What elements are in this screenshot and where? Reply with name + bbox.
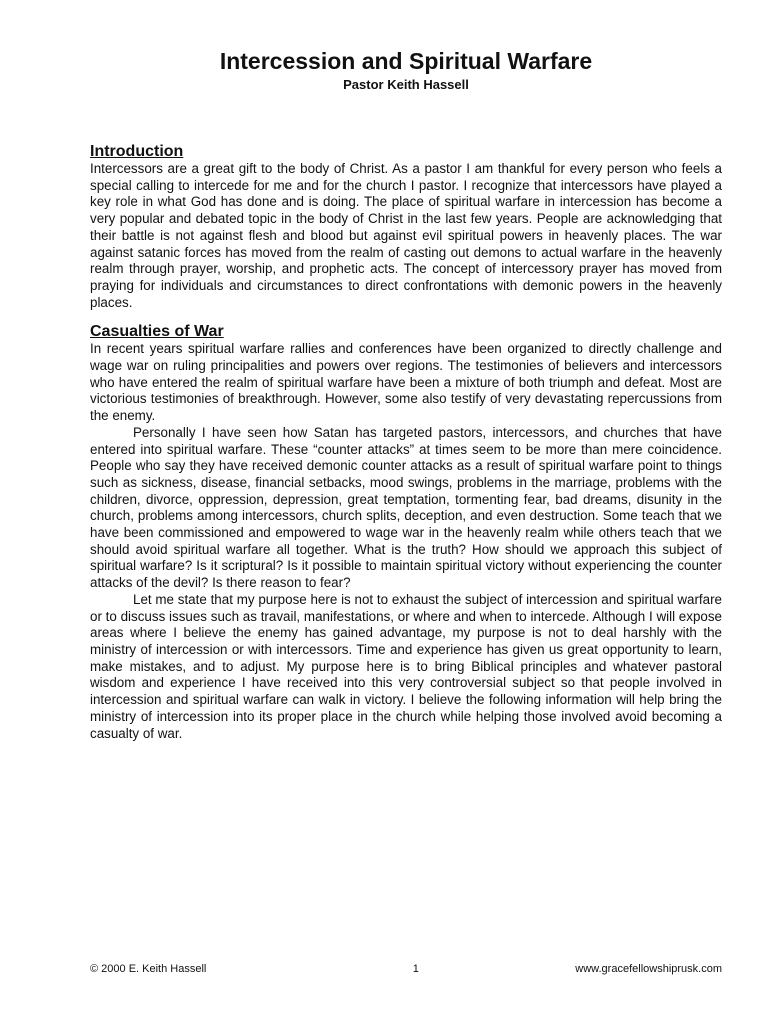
footer-website: www.gracefellowshiprusk.com <box>575 963 722 975</box>
document-page <box>90 46 722 742</box>
introduction-paragraph: Intercessors are a great gift to the body of Christ. As a pastor I am thankful for every person who feels a special calling to intercede for me and for the church I pastor. I recognize that intercessors have played a key role in what God has done and is doing. The place of spiritual warfare in intercession has become a very popular and debated topic in the body of Christ in the last few years. People are acknowledging that their battle is not against flesh and blood but against evil spiritual powers in heavenly places. The war against satanic forces has moved from the realm of casting out demons to actual warfare in the heavenly realm through prayer, worship, and prophetic acts. The concept of intercessory prayer has moved from praying for individuals and circumstances to direct confrontations with demonic powers in the heavenly places. <box>90 161 722 310</box>
document-title: Intercession and Spiritual Warfare <box>219 48 593 74</box>
footer-page-number: 1 <box>412 963 419 975</box>
casualties-paragraph-3: Let me state that my purpose here is not to exhaust the subject of intercession and spiritual warfare or to discuss issues such as travail, manifestations, or where and when to intercede. Although I will expose areas where I believe the enemy has gained advantage, my purpose is not to deal harshly with the ministry of intercession or with intercessors. Time and experience has given us great opportunity to learn, make mistakes, and to adjust. My purpose here is to bring Biblical principles and whatever pastoral wisdom and experience I have received into this very controversial subject so that people involved in intercession and spiritual warfare can walk in victory. I believe the following information will help bring the ministry of intercession into its proper place in the church while helping those involved avoid becoming a casualty of war. <box>90 591 722 741</box>
casualties-paragraph-1: In recent years spiritual warfare rallies and conferences have been organized to directly challenge and wage war on ruling principalities and powers over regions. The testimonies of believers and intercessors who have entered the realm of spiritual warfare have been a mixture of both triumph and defeat. Most are victorious testimonies of breakthrough. However, some also testify of very devastating repercussions from the enemy. <box>90 341 722 424</box>
casualties-paragraph-2: Personally I have seen how Satan has targeted pastors, intercessors, and churches that have entered into spiritual warfare. These “counter attacks” at times seem to be more than mere coincidence. People who say they have received demonic counter attacks as a result of spiritual warfare point to things such as sickness, disease, financial setbacks, mood swings, problems in the marriage, problems with the children, divorce, oppression, depression, great temptation, tormenting fear, bad dreams, disunity in the church, problems among intercessors, church splits, deception, and even destruction. Some teach that we have been commissioned and empowered to wage war in the heavenly realm while others teach that we should avoid spiritual warfare all together. What is the truth? How should we approach this subject of spiritual warfare? Is it scriptural? Is it possible to maintain spiritual victory without experiencing the counter attacks of the devil? Is there reason to fear? <box>90 424 722 591</box>
page-footer <box>90 962 722 976</box>
section-heading-introduction: Introduction <box>90 143 184 160</box>
document-author: Pastor Keith Hassell <box>343 77 469 92</box>
section-heading-casualties-of-war: Casualties of War <box>90 323 224 341</box>
footer-copyright: © 2000 E. Keith Hassell <box>90 963 207 975</box>
